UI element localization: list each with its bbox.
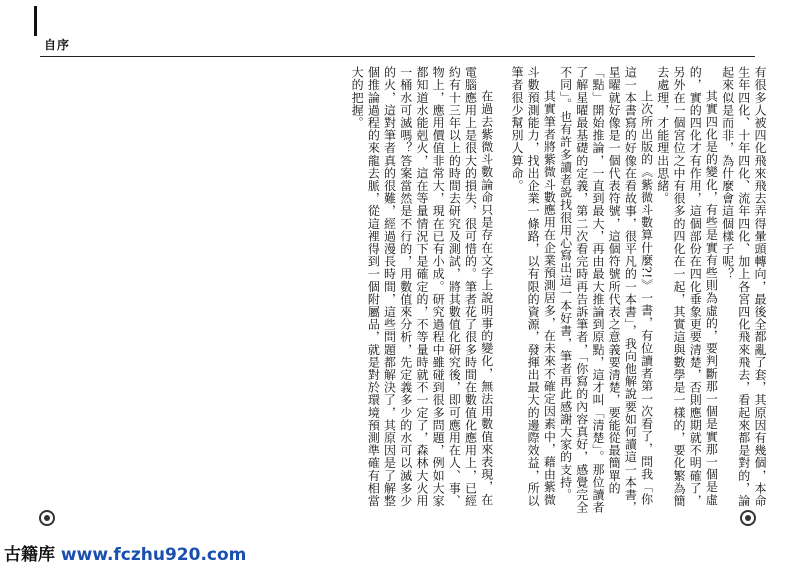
site-name: 古籍库 (4, 545, 55, 565)
margin-rule (34, 6, 37, 36)
vertical-body-text (78, 66, 768, 518)
paragraph: 在過去紫微斗數論命只是存在文字上說明事的變化，無法用數值來表現，在電腦應用上是很大的損失，很可惜的。筆者花了很多時間在數值化應用上，已經約有十三年以上的時間去研究及測試，將其數值化研究後，即可應用在人、事、物上，應用價值非常大，現在已有小成。研究過程中雖碰到很多問題，例如大家都知道水能剋火，這在等量情況下是確定的，不等量時就不一定了，森林大火用一桶水可滅嗎？答案當然是不行的，用數值來分析，先定義多少的水可以滅多少的火，這對筆者真的很難，經過漫長時間，這些問題都解決了，其原因是了解整個推論過程的來龍去脈，從這裡得到一個附屬品，就是對於環境預測準確有相當大的把握。 (350, 66, 494, 507)
paragraph: 上次所出版的《紫微斗數算什麼?!》一書，有位讀者第一次看了，問我「你這一本書寫的好像在看故事，很平凡的一本書」，我向他解說要如何讀這一本書，星曜就好像是一個代表符號，這個符號所代表之意義要清楚，要能從最簡單的「點」開始推論，一直到最大，再由最大推論到原點，這才叫「清楚」。那位讀者了解星曜最基礎的定義，第二次看完時再告訴筆者，「你寫的內容真好，感覺完全不同」。也有許多讀者說找很用心寫出這一本好書，筆者再此感謝大家的支持。 (558, 66, 654, 514)
header-divider (40, 56, 755, 57)
paragraph: 有很多人被四化飛來飛去弄得暈頭轉向，最後全都亂了套，其原因有幾個，本命生年四化、十年四化、流年四化、加上各宮四化飛來飛去，看起來都是對的，論起來似是而非，為什麼會這個樣子呢？ (720, 66, 767, 507)
watermark-footer (0, 536, 793, 565)
paragraph: 其實筆者將紫微斗數應用在企業預測居多，在未來不確定因素中，藉由紫微斗數預測能力，找出企業一條路，以有限的資源，發揮出最大的邊際效益，所以筆者很少幫別人算命。 (509, 66, 557, 507)
watermark-text (4, 540, 246, 565)
site-url: www.fczhu920.com (60, 545, 247, 565)
chapter-title: 自序 (44, 38, 71, 52)
paragraph: 其實四化是的變化，有些是實有些則為虛的，要判斷那一個是實那一個是虛的，實的四化才有作用，這個部份在四化垂象更要清楚，否則應期就不明確了，另外在一個宮位之中有很多的四化在一起，其實這與數學是一樣的，要化繁為簡去處理，才能理出思緒。 (655, 66, 719, 507)
page-ornament-icon (39, 510, 55, 526)
page-ornament-icon (740, 510, 756, 526)
